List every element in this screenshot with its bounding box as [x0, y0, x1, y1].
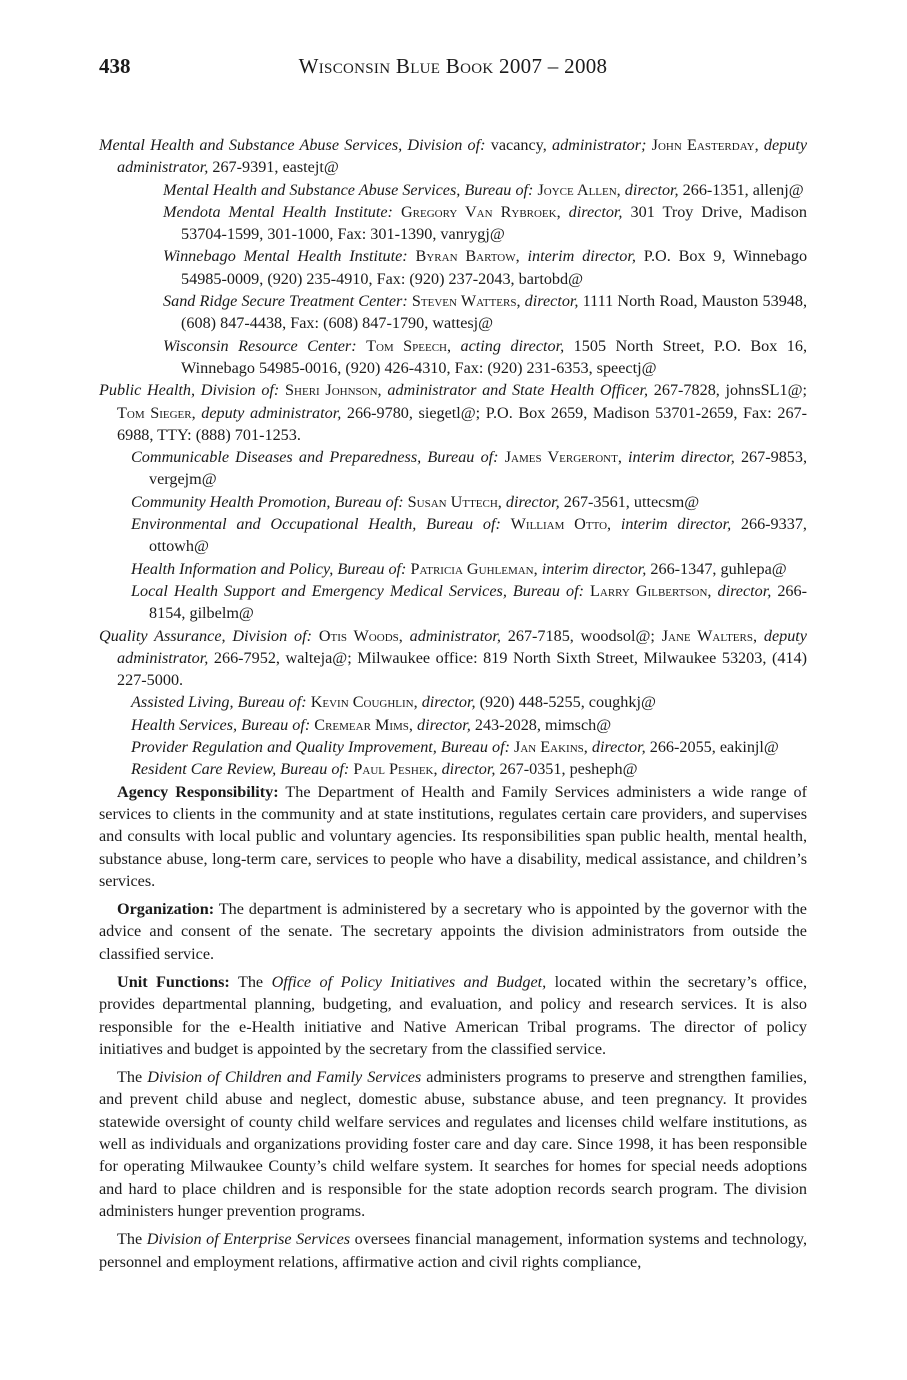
entry-person: Jan Eakins, — [514, 738, 588, 757]
entry-details: 1505 North Street, P.O. Box 16, Winnebago 54985-0016, (920) 426-4310, Fax: (920) 231-6353, speectj@ — [181, 336, 808, 377]
entry-details-2: 266-7952, walteja@; Milwaukee office: 819 North Sixth Street, Milwaukee 53203, (414) 227-5000. — [117, 648, 808, 690]
entry-details: 1111 North Road, Mauston 53948, (608) 847-4438, Fax: (608) 847-1790, wattesj@ — [181, 292, 808, 333]
entry-person: Byran Bartow, — [415, 247, 520, 266]
page-header — [99, 54, 807, 84]
entry-details: 267-9853, vergejm@ — [149, 448, 808, 489]
directory-entry — [131, 491, 807, 513]
directory-entry — [163, 245, 807, 290]
entry-person: Patricia Guhleman, — [410, 559, 538, 578]
enterprise-services-paragraph — [99, 1228, 807, 1273]
entry-details: 266-1347, guhlepa@ — [650, 559, 787, 578]
entry-person: Tom Speech, — [366, 336, 452, 355]
entry-details: (920) 448-5255, coughkj@ — [479, 693, 656, 712]
entry-details: 267-7828, johnsSL1@; — [653, 381, 808, 400]
entry-name: Health Information and Policy, Bureau of: — [131, 559, 407, 578]
entry-name: Winnebago Mental Health Institute: — [163, 247, 408, 266]
entry-name: Provider Regulation and Quality Improvement, Bureau of: — [131, 738, 510, 757]
entry-role-2: deputy administrator, — [117, 136, 808, 177]
entry-name: Resident Care Review, Bureau of: — [131, 760, 350, 779]
unit-functions-pre: The — [237, 972, 264, 991]
directory-entry — [163, 335, 807, 380]
entry-name: Mental Health and Substance Abuse Services, Division of: — [99, 136, 486, 154]
entry-person: Otis Woods, — [318, 626, 403, 645]
entry-person: Paul Peshek, — [353, 760, 438, 779]
entry-name: Assisted Living, Bureau of: — [131, 693, 307, 712]
children-family-paragraph — [99, 1066, 807, 1222]
directory-entry — [99, 379, 807, 446]
entry-details: 267-3561, uttecsm@ — [563, 492, 700, 511]
directory-entry — [131, 513, 807, 558]
entry-name: Public Health, Division of: — [99, 381, 280, 400]
entry-name: Wisconsin Resource Center: — [163, 336, 357, 355]
directory-entry — [99, 625, 807, 692]
entry-details: P.O. Box 9, Winnebago 54985-0009, (920) 235-4910, Fax: (920) 237-2043, bartobd@ — [181, 247, 808, 288]
unit-functions-unit-name: Office of Policy Initiatives and Budget, — [271, 972, 547, 991]
entry-role-2: deputy administrator, — [201, 403, 342, 422]
entry-role: director, — [591, 738, 646, 757]
entry-role: acting director, — [460, 336, 565, 355]
children-family-text: administers programs to preserve and strengthen families, and prevent child abuse and neglect, domestic abuse, substance abuse, and teen pregnancy. It provides statewide oversight of county child welfare services and regulates and licenses child welfare institutions, as well as individuals and organizations providing foster care and day care. Since 1998, it has been responsible for operating Milwaukee County’s child welfare system. It searches for homes for special needs adoptions and hard to place children and is responsible for the state adoption records search program. The division administers hunger prevention programs. — [99, 1068, 807, 1220]
directory-entry — [163, 179, 807, 201]
directory-list — [99, 134, 807, 781]
entry-name: Sand Ridge Secure Treatment Center: — [163, 292, 408, 311]
entry-role: director, — [441, 760, 496, 779]
entry-pre: vacancy, — [490, 136, 547, 154]
entry-role: administrator; — [551, 136, 647, 154]
entry-details: 266-1351, allenj@ — [682, 180, 804, 199]
enterprise-services-text: oversees financial management, information systems and technology, personnel and employment relations, affirmative action and civil rights compliance, — [99, 1230, 807, 1271]
entry-person: Gregory Van Rybroek, — [400, 202, 561, 221]
entry-name: Communicable Diseases and Preparedness, Bureau of: — [131, 448, 499, 467]
entry-name: Mendota Mental Health Institute: — [163, 202, 393, 221]
entry-name: Local Health Support and Emergency Medical Services, Bureau of: — [131, 581, 584, 600]
agency-responsibility-text: The Department of Health and Family Services administers a wide range of services to clients in the community and at state institutions, regulates certain care providers, and supervises and consults with local public and voluntary agencies. Its responsibilities span public health, mental health, substance abuse, long-term care, services to people who have a disability, medical assistance, and children’s services. — [99, 782, 808, 890]
entry-person: Susan Uttech, — [407, 492, 502, 511]
entry-details-2: 266-9780, siegetl@; P.O. Box 2659, Madison 53701-2659, Fax: 267-6988, TTY: (888) 701-1253. — [117, 403, 808, 444]
unit-functions-paragraph — [99, 971, 807, 1060]
entry-details: 243-2028, mimsch@ — [474, 715, 612, 734]
entry-role: director, — [717, 581, 772, 600]
entry-role: director, — [624, 180, 679, 199]
entry-person: Joyce Allen, — [537, 180, 621, 199]
directory-entry — [163, 290, 807, 335]
entry-details: 266-2055, eakinjl@ — [649, 738, 779, 757]
entry-role: director, — [421, 693, 476, 712]
organization-paragraph — [99, 898, 807, 965]
entry-role: director, — [505, 492, 560, 511]
entry-role: interim director, — [541, 559, 647, 578]
entry-details-2: 267-9391, eastejt@ — [212, 158, 339, 177]
entry-role-2: deputy administrator, — [117, 626, 807, 667]
entry-role: administrator and State Health Officer, — [387, 381, 649, 400]
entry-person: Steven Watters, — [411, 292, 521, 311]
entry-details: 301 Troy Drive, Madison 53704-1599, 301-1000, Fax: 301-1390, vanrygj@ — [181, 202, 807, 244]
enterprise-services-pre: The — [117, 1230, 143, 1249]
entry-person-2: Jane Walters, — [661, 626, 758, 645]
directory-entry — [131, 580, 807, 625]
entry-person-2: Tom Sieger, — [117, 403, 196, 422]
entry-role: interim director, — [628, 448, 735, 467]
entry-person: William Otto, — [510, 515, 612, 534]
enterprise-services-unit-name: Division of Enterprise Services — [146, 1230, 351, 1249]
unit-functions-text: located within the secretary’s office, provides departmental planning, budgeting, and evaluation, and policy and research services. It is also responsible for the e-Health initiative and Native American Tribal programs. The director of policy initiatives and budget is appointed by the secretary from the classified service. — [99, 972, 808, 1058]
entry-person: Larry Gilbertson, — [590, 581, 712, 600]
children-family-unit-name: Division of Children and Family Services — [147, 1068, 422, 1087]
directory-entry — [99, 134, 807, 179]
directory-entry — [131, 714, 807, 736]
entry-role: interim director, — [620, 515, 732, 534]
entry-name: Community Health Promotion, Bureau of: — [131, 492, 404, 511]
entry-role: interim director, — [527, 247, 636, 266]
entry-details: 267-0351, pesheph@ — [499, 760, 638, 779]
entry-details: 266-8154, gilbelm@ — [149, 581, 807, 623]
entry-role: director, — [524, 292, 579, 311]
entry-name: Environmental and Occupational Health, Bureau of: — [131, 515, 501, 534]
children-family-pre: The — [117, 1068, 143, 1087]
entry-person: Cremear Mims, — [314, 715, 413, 734]
entry-role: administrator, — [409, 626, 501, 645]
agency-responsibility-paragraph — [99, 781, 807, 892]
organization-lead: Organization: — [117, 900, 215, 919]
directory-entry — [163, 201, 807, 246]
directory-entry — [131, 758, 807, 780]
directory-entry — [131, 736, 807, 758]
page-number: 438 — [99, 54, 131, 78]
running-title: Wisconsin Blue Book 2007 – 2008 — [298, 54, 608, 78]
entry-person: Kevin Coughlin, — [310, 693, 418, 712]
entry-person-2: John Easterday, — [651, 136, 759, 154]
entry-details: 266-9337, ottowh@ — [149, 515, 807, 556]
entry-name: Quality Assurance, Division of: — [99, 626, 313, 645]
entry-name: Health Services, Bureau of: — [131, 715, 311, 734]
agency-responsibility-lead: Agency Responsibility: — [117, 782, 279, 801]
page-content — [99, 134, 807, 1273]
entry-person: James Vergeront, — [504, 448, 622, 467]
entry-details: 267-7185, woodsol@; — [507, 626, 655, 645]
directory-entry — [131, 691, 807, 713]
directory-entry — [131, 558, 807, 580]
unit-functions-lead: Unit Functions: — [117, 972, 230, 991]
entry-person: Sheri Johnson, — [285, 381, 382, 400]
directory-entry — [131, 446, 807, 491]
organization-text: The department is administered by a secretary who is appointed by the governor with the advice and consent of the senate. The secretary appoints the division administrators from outside the classified service. — [99, 900, 807, 963]
entry-role: director, — [417, 715, 471, 734]
entry-role: director, — [568, 202, 623, 221]
entry-name: Mental Health and Substance Abuse Services, Bureau of: — [163, 180, 534, 199]
